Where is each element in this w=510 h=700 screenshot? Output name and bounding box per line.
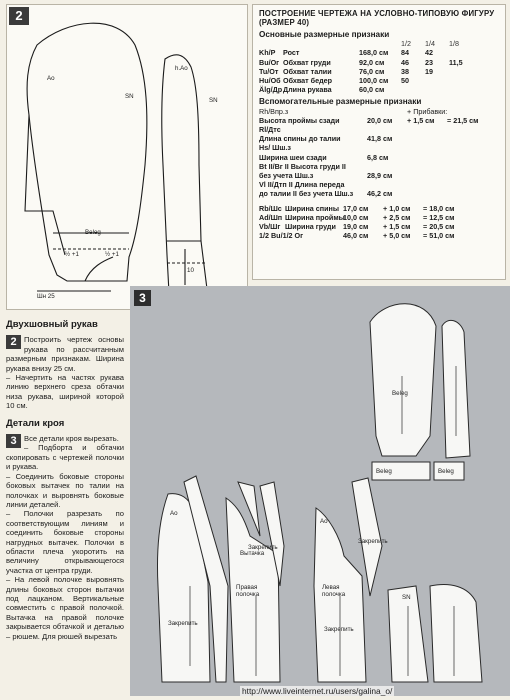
figure-number-badge: 2 xyxy=(9,7,29,25)
table-row: Tu/От Обхват талии 76,0 см 38 19 xyxy=(259,66,433,76)
table-row: Älg/Др Длина рукава 60,0 см xyxy=(259,85,385,95)
table-row: Bu/Ог Обхват груди 92,0 см 46 23 11,5 xyxy=(259,57,463,67)
table-row: Kh/P Рост 168,0 см 84 42 xyxy=(259,48,433,58)
sleeve-drawing-panel xyxy=(6,4,248,310)
table-row: Hs/ Шш.з xyxy=(259,143,291,153)
main-rows xyxy=(259,48,499,94)
paragraph: – На левой полочке выровнять длины боковых сторон вытачки под лацканом. Вертикальные совместить с правой полочкой. Вытачка на правой полочке закрывается обтачкой и деталью – рюшем. Для рюшей вырезать xyxy=(6,575,124,641)
paragraph: – Подборта и обтачки скопировать с чертежей полочки и рукава. xyxy=(6,443,124,472)
hao-label: h.Ao xyxy=(175,65,188,72)
table-row: без учета Шш.з 28,9 см xyxy=(259,171,393,181)
ao-label: Ao xyxy=(170,510,178,517)
table-row: Vl II/Дтп II Длина переда xyxy=(259,180,345,190)
table-title: ПОСТРОЕНИЕ ЧЕРТЕЖА НА УСЛОВНО-ТИПОВУЮ ФИГУРУ (РАЗМЕР 40) xyxy=(259,9,495,27)
step-badge: 3 xyxy=(6,434,21,448)
beleg-label: Beleg xyxy=(376,468,392,475)
vytachka-label: Вытачка xyxy=(240,550,265,557)
section-heading-sleeve: Двухшовный рукав xyxy=(6,319,98,330)
paragraph: – Полочки разрезать по соответствующим линиям и соединить боковые стороны нагрудных вытачек. Полочки в области плеча укоротить на величину открывающегося участка от центра груди. xyxy=(6,509,124,575)
aux-heading: Вспомогательные размерные признаки xyxy=(259,97,422,107)
zakrep-label: Закрепить xyxy=(168,620,198,627)
table-row: Ширина шеи сзади 6,8 см xyxy=(259,152,389,162)
main-measurements-heading: Основные размерные признаки xyxy=(259,30,390,39)
ao-label: Ao xyxy=(320,518,328,525)
zakrep-label: Закрепить xyxy=(358,538,388,545)
table-row: Rb/Шс Ширина спины 17,0 см + 1,0 см = 18,0 см xyxy=(259,203,455,213)
table-row: Rl/Дтс xyxy=(259,125,281,135)
cut-pieces-panel xyxy=(130,286,510,696)
ten-label: 10 xyxy=(187,267,194,274)
calc-rows xyxy=(259,204,499,241)
table-row: Высота проймы сзади 20,0 см + 1,5 см = 21,5 см xyxy=(259,115,479,125)
zakrep-label: Закрепить xyxy=(248,544,278,551)
text-column-left xyxy=(6,335,124,641)
half-label: ½ +1 xyxy=(65,251,79,258)
fraction-header-row: 1/2 1/4 1/8 xyxy=(401,39,459,49)
half-label-2: ½ +1 xyxy=(105,251,119,258)
sleeve-pattern-drawing xyxy=(7,5,249,311)
table-row: Ad/Шп Ширина проймы 10,0 см + 2,5 см = 12,5 см xyxy=(259,212,455,222)
table-row: Vb/Шг Ширина груди 19,0 см + 1,5 см = 20,5 см xyxy=(259,222,455,232)
table-row: 1/2 Bu/1/2 Ог 46,0 см + 5,0 см = 51,0 см xyxy=(259,231,455,241)
width-label: Шн 25 xyxy=(37,293,55,300)
section-heading-cut: Детали кроя xyxy=(6,417,65,429)
table-row: до талии II без учета Шш.з 46,2 см xyxy=(259,189,393,199)
beleg-label: Beleg xyxy=(438,468,454,475)
paragraph: – Начертить на частях рукава линию верхнего среза обтачки низа рукава, шириной которой 10 см. xyxy=(6,373,124,411)
cut-pieces-drawing xyxy=(130,286,510,696)
sn-label: SN xyxy=(125,93,134,100)
beleg-label: Beleg xyxy=(392,390,408,397)
table-row: Длина спины до талии 41,8 см xyxy=(259,134,393,144)
zakrep-label: Закрепить xyxy=(324,626,354,633)
sn-label: SN xyxy=(402,594,411,601)
measurements-table xyxy=(252,4,506,280)
aux-rows xyxy=(259,116,499,199)
beleg-label: Beleg xyxy=(85,229,101,236)
watermark-url: http://www.liveinternet.ru/users/galina_o/ xyxy=(242,686,393,696)
left-front-label: Левая полочка xyxy=(322,584,346,598)
ao-label: Ao xyxy=(47,75,55,82)
aux-sub-row: Rh/Впр.з + Прибавки: xyxy=(259,106,448,116)
paragraph: 2 Построить чертеж основы рукава по рассчитанным размерным признакам. Ширина рукава внизу 25 см. xyxy=(6,335,124,373)
paragraph: – Соединить боковые стороны боковых вытачек по талии на полочках и выровнять боковые линии деталей. xyxy=(6,471,124,509)
paragraph: 3 Все детали кроя вырезать. xyxy=(6,434,124,443)
sn2-label: SN xyxy=(209,97,218,104)
table-row: Hu/Об Обхват бедер 100,0 см 50 xyxy=(259,76,409,86)
right-front-label: Правая полочка xyxy=(236,584,260,598)
step-badge: 2 xyxy=(6,335,21,349)
figure-number-badge: 3 xyxy=(134,290,151,306)
table-row: Bt II/Вг II Высота груди II xyxy=(259,161,346,171)
